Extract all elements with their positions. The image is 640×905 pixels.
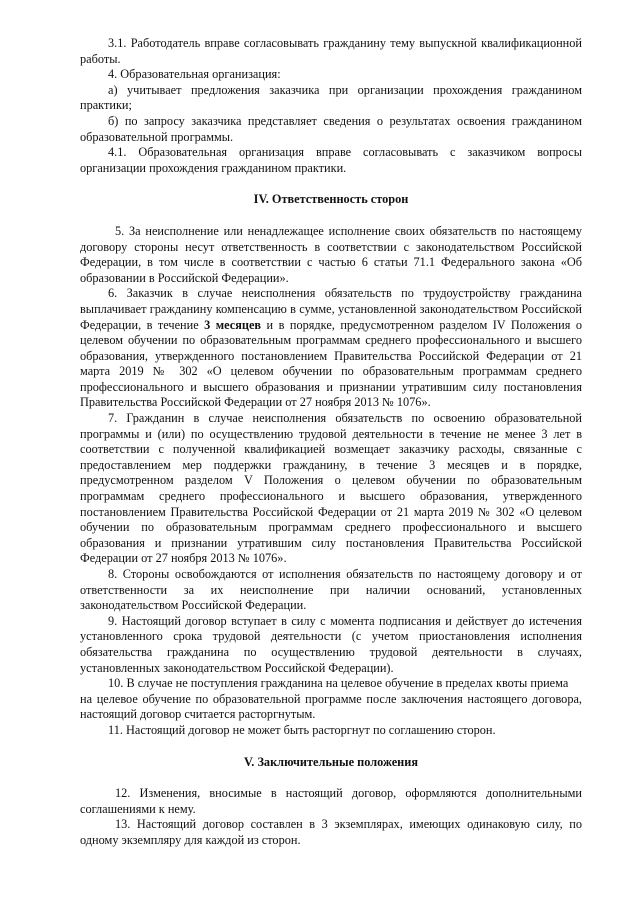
clause-4-1: 4.1. Образовательная организация вправе согласовывать с заказчиком вопросы организации прохождения гражданином практики. bbox=[80, 145, 582, 175]
clause-4-b: б) по запросу заказчика представляет сведения о результатах освоения гражданином образовательной программы. bbox=[80, 113, 582, 144]
clause-6 bbox=[80, 286, 582, 411]
clause-4-a: а) учитывает предложения заказчика при организации прохождения гражданином практики; bbox=[80, 82, 582, 113]
document-page bbox=[80, 36, 582, 849]
section-heading-final: V. Заключительные положения bbox=[244, 754, 418, 769]
clause-6-text-start: 6. Заказчик в случае неисполнения обязательств по трудоустройству гражданина выплачивает гражданину компенсацию в сумме, установленной законодательством Российской Федерации, в течение bbox=[80, 286, 582, 332]
clause-13: 13. Настоящий договор составлен в 3 экземплярах, имеющих одинаковую силу, по одному экземпляру для каждой из сторон. bbox=[80, 817, 582, 847]
clause-7: 7. Гражданин в случае неисполнения обязательств по освоению образовательной программы и (или) по осуществлению трудовой деятельности в течение не менее 3 лет в соответствии с полученной квалификацией возмещает заказчику расходы, связанные с предоставлением мер поддержки гражданину, в течение 3 месяцев и в порядке, предусмотренном разделом V Положения о целевом обучении по образовательным программам среднего профессионального и высшего образования, утвержденного постановлением Правительства Российской Федерации от 21 марта 2019 № 302 «О целевом обучении по образовательным программам среднего профессионального и высшего образования и признании утратившим силу постановления Правительства Российской Федерации от 27 ноября 2013 № 1076». bbox=[80, 411, 582, 566]
clause-5: 5. За неисполнение или ненадлежащее исполнение своих обязательств по настоящему договору стороны несут ответственность в соответствии с законодательством Российской Федерации, в том числе в соответствии с частью 6 статьи 71.1 Федерального закона «Об образовании в Российской Федерации». bbox=[80, 223, 582, 285]
clause-8: 8. Стороны освобождаются от исполнения обязательств по настоящему договору и от ответственности за их неисполнение при наличии оснований, установленных законодательством Российской Федерации. bbox=[80, 567, 582, 613]
section-heading-liability: IV. Ответственность сторон bbox=[253, 192, 409, 207]
clause-9: 9. Настоящий договор вступает в силу с момента подписания и действует до истечения установленного срока трудовой деятельности (с учетом приостановления исполнения обязательства гражданина по осуществлению трудовой деятельности в случаях, установленных законодательством Российской Федерации). bbox=[80, 613, 582, 675]
clause-12: 12. Изменения, вносимые в настоящий договор, оформляются дополнительными соглашениями к нему. bbox=[80, 786, 582, 816]
clause-4: 4. Образовательная организация: bbox=[108, 67, 281, 82]
clause-11: 11. Настоящий договор не может быть расторгнут по соглашению сторон. bbox=[108, 722, 496, 737]
clause-6-bold-term: 3 месяцев bbox=[204, 317, 262, 332]
clause-10-line2: на целевое обучение по образовательной программе после заключения настоящего договора, настоящий договор считается расторгнутым. bbox=[80, 691, 582, 722]
clause-6-text-end: и в порядке, предусмотренном разделом IV Положения о целевом обучении по образовательным программам среднего профессионального и высшего образования, утвержденного постановлением Правительства Российской Федерации от 21 марта 2019 № 302 «О целевом обучении по образовательным программам среднего профессионального и высшего образования и признании утратившим силу постановления Правительства Российской Федерации от 27 ноября 2013 № 1076». bbox=[80, 317, 582, 410]
clause-3-1: 3.1. Работодатель вправе согласовывать гражданину тему выпускной квалификационной работы. bbox=[80, 36, 582, 66]
clause-10-line1: 10. В случае не поступления гражданина на целевое обучение в пределах квоты приема bbox=[108, 676, 569, 691]
